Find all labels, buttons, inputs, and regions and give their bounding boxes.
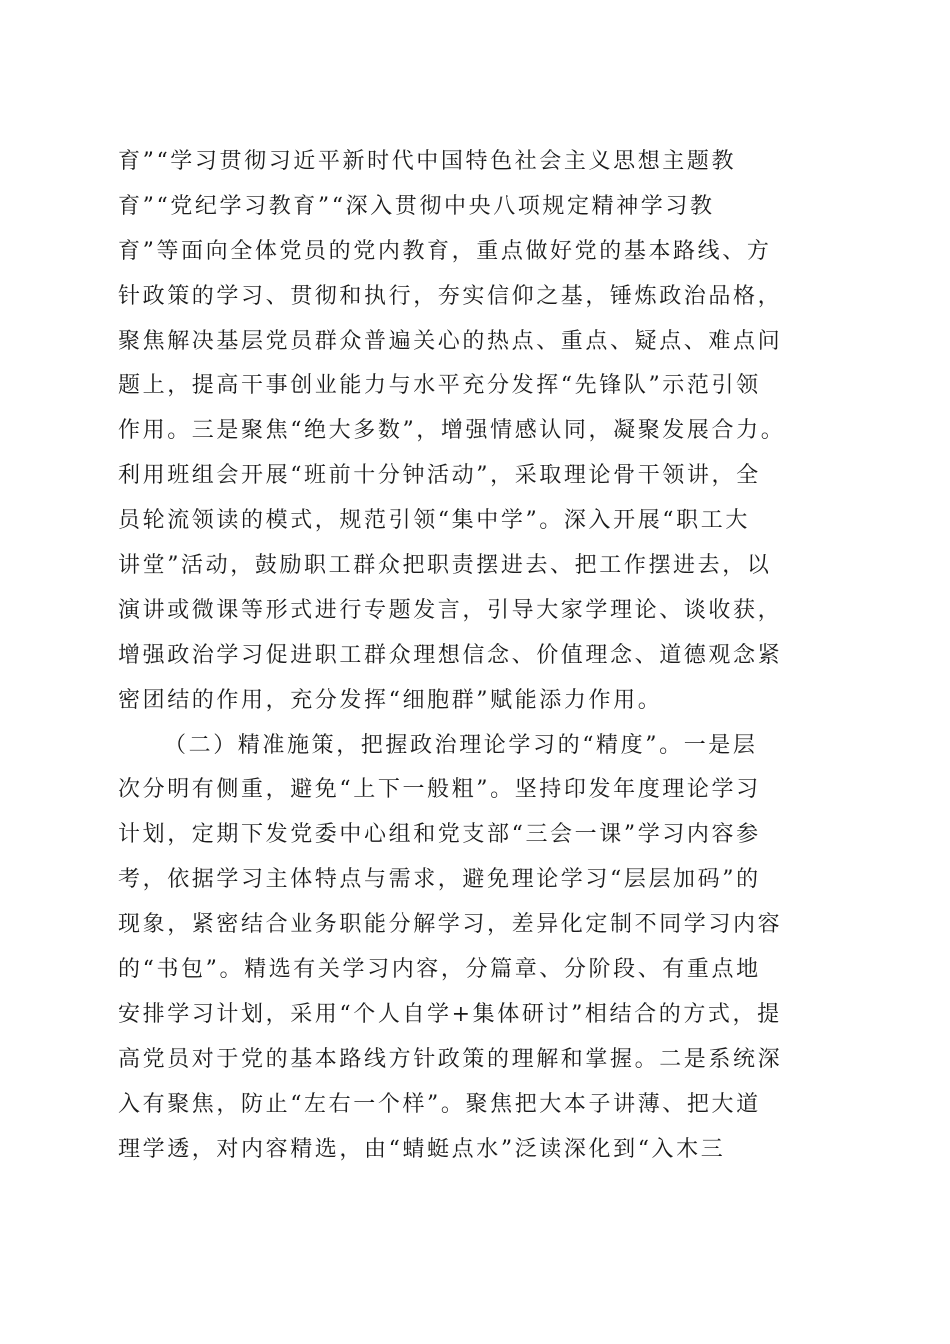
text-line: 密团结的作用，充分发挥“细胞群”赋能添力作用。	[118, 687, 663, 713]
text-line: 次分明有侧重，避免“上下一般粗”。坚持印发年度理论学习	[118, 777, 761, 803]
text-line: 作用。三是聚焦“绝大多数”，增强情感认同，凝聚发展合力。	[118, 418, 786, 444]
text-line: 育”等面向全体党员的党内教育，重点做好党的基本路线、方	[118, 238, 772, 264]
text-line: 入有聚焦，防止“左右一个样”。聚焦把大本子讲薄、把大道	[118, 1091, 761, 1117]
text-line: 育”“学习贯彻习近平新时代中国特色社会主义思想主题教	[118, 149, 737, 174]
text-line: 讲堂”活动，鼓励职工群众把职责摆进去、把工作摆进去，以	[118, 553, 772, 579]
text-line: 育”“党纪学习教育”“深入贯彻中央八项规定精神学习教	[118, 193, 715, 219]
text-line: 的“书包”。精选有关学习内容，分篇章、分阶段、有重点地	[118, 957, 761, 983]
text-line: 高党员对于党的基本路线方针政策的理解和掌握。二是系统深	[118, 1046, 783, 1072]
text-line: 计划，定期下发党委中心组和党支部“三会一课”学习内容参	[118, 822, 761, 848]
text-line: 聚焦解决基层党员群众普遍关心的热点、重点、疑点、难点问	[118, 328, 783, 354]
text-line: 理学透，对内容精选，由“蜻蜓点水”泛读深化到“入木三	[118, 1136, 726, 1162]
text-line: 演讲或微课等形式进行专题发言，引导大家学理论、谈收获，	[118, 597, 783, 623]
text-line: 题上，提高干事创业能力与水平充分发挥“先锋队”示范引领	[118, 373, 761, 399]
text-line: 员轮流领读的模式，规范引领“集中学”。深入开展“职工大	[118, 508, 750, 534]
text-line: 利用班组会开展“班前十分钟活动”，采取理论骨干领讲，全	[118, 463, 761, 489]
text-line: 现象，紧密结合业务职能分解学习，差异化定制不同学习内容	[118, 912, 783, 938]
text-line: 增强政治学习促进职工群众理想信念、价值理念、道德观念紧	[118, 642, 783, 668]
text-line: 针政策的学习、贯彻和执行，夯实信仰之基，锤炼政治品格，	[118, 283, 783, 309]
text-line: 安排学习计划，采用“个人自学+集体研讨”相结合的方式，提	[118, 1001, 782, 1027]
body-text	[118, 140, 830, 1172]
text-line: 考，依据学习主体特点与需求，避免理论学习“层层加码”的	[118, 867, 761, 893]
section-heading-line: （二）精准施策，把握政治理论学习的“精度”。一是层	[164, 732, 758, 758]
